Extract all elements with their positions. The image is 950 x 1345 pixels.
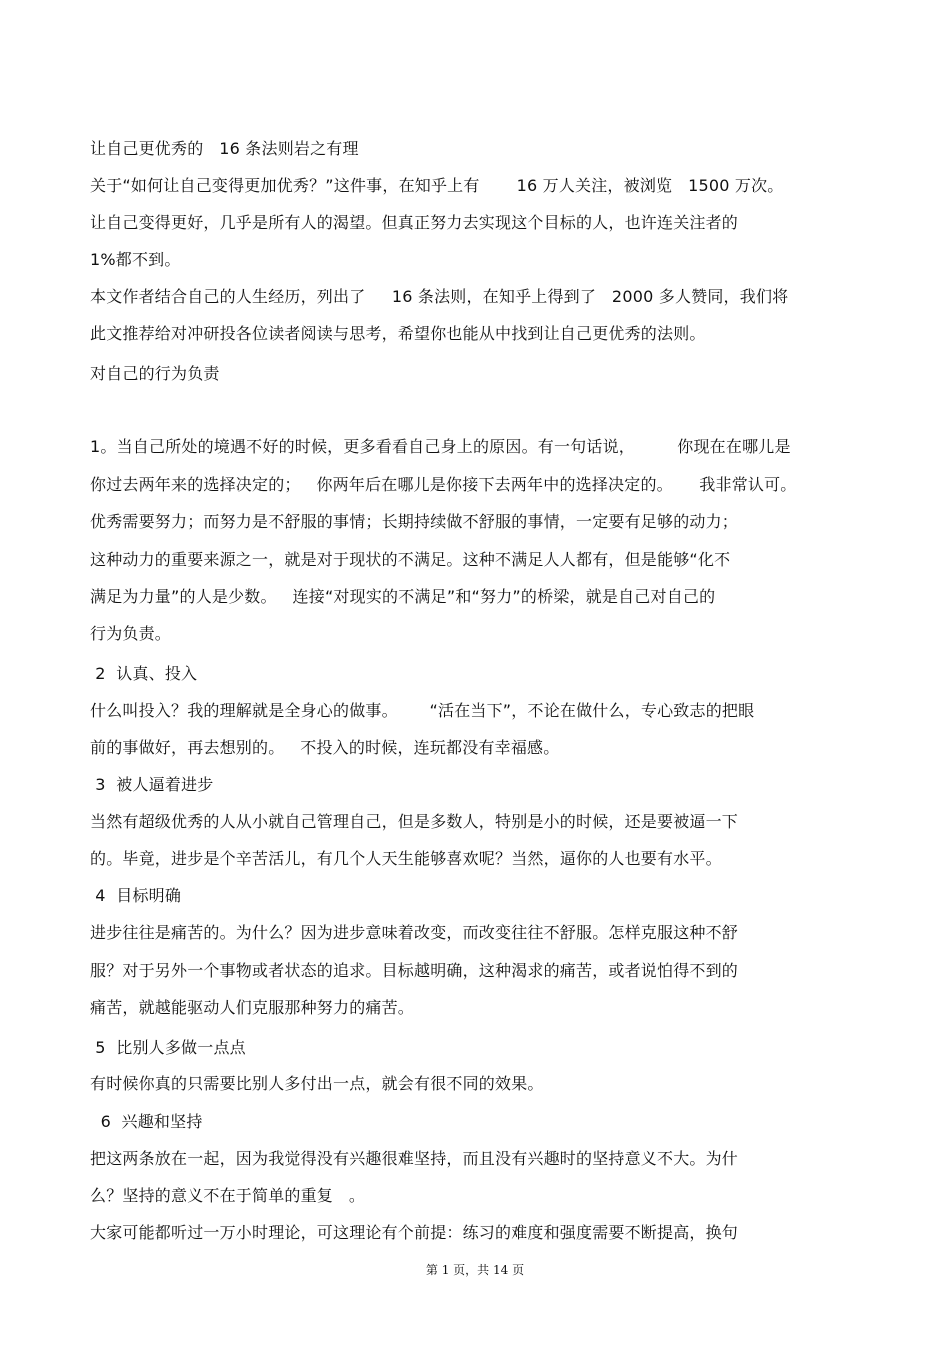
section-heading: 5 比别人多做一点点 (90, 1038, 246, 1057)
paragraph-line: 此文推荐给对冲研投各位读者阅读与思考，希望你也能从中找到让自己更优秀的法则。 (90, 324, 706, 343)
document-title: 让自己更优秀的 16 条法则岩之有理 (90, 139, 359, 158)
section-heading: 2 认真、投入 (90, 664, 198, 683)
paragraph-line: 你过去两年来的选择决定的； 你两年后在哪儿是你接下去两年中的选择决定的。 我非常认可。 (90, 475, 797, 494)
section-heading: 对自己的行为负责 (90, 364, 220, 383)
paragraph-line: 的。毕竟，进步是个辛苦活儿，有几个人天生能够喜欢呢？当然，逼你的人也要有水平。 (90, 849, 722, 868)
paragraph-line: 1。当自己所处的境遇不好的时候，更多看看自己身上的原因。有一句话说， 你现在在哪儿是 (90, 437, 791, 456)
paragraph-line: 1%都不到。 (90, 250, 181, 269)
paragraph-line: 什么叫投入？我的理解就是全身心的做事。 “活在当下”，不论在做什么，专心致志的把眼 (90, 701, 755, 720)
paragraph-line: 么？坚持的意义不在于简单的重复 。 (90, 1186, 366, 1205)
paragraph-line: 本文作者结合自己的人生经历，列出了 16 条法则，在知乎上得到了 2000 多人赞同，我们将 (90, 287, 789, 306)
section-heading: 4 目标明确 (90, 886, 182, 905)
paragraph-line: 满足为力量”的人是少数。 连接“对现实的不满足”和“努力”的桥梁，就是自己对自己的 (90, 587, 716, 606)
section-heading: 6 兴趣和坚持 (90, 1112, 203, 1131)
page-footer: 第 1 页，共 14 页 (425, 1263, 525, 1277)
paragraph-line: 当然有超级优秀的人从小就自己管理自己，但是多数人，特别是小的时候，还是要被逼一下 (90, 812, 739, 831)
paragraph-line: 关于“如何让自己变得更加优秀？”这件事，在知乎上有 16 万人关注，被浏览 1500 万次。 (90, 176, 784, 195)
paragraph-line: 有时候你真的只需要比别人多付出一点，就会有很不同的效果。 (90, 1074, 544, 1093)
paragraph-line: 让自己变得更好，几乎是所有人的渴望。但真正努力去实现这个目标的人，也许连关注者的 (90, 213, 739, 232)
paragraph-line: 前的事做好，再去想别的。 不投入的时候，连玩都没有幸福感。 (90, 738, 560, 757)
paragraph-line: 优秀需要努力；而努力是不舒服的事情；长期持续做不舒服的事情，一定要有足够的动力； (90, 512, 739, 531)
section-heading: 3 被人逼着进步 (90, 775, 214, 794)
paragraph-line: 痛苦，就越能驱动人们克服那种努力的痛苦。 (90, 998, 415, 1017)
paragraph-line: 服？对于另外一个事物或者状态的追求。目标越明确，这种渴求的痛苦，或者说怕得不到的 (90, 961, 739, 980)
paragraph-line: 把这两条放在一起，因为我觉得没有兴趣很难坚持，而且没有兴趣时的坚持意义不大。为什 (90, 1149, 739, 1168)
paragraph-line: 进步往往是痛苦的。为什么？因为进步意味着改变，而改变往往不舒服。怎样克服这种不舒 (90, 923, 739, 942)
paragraph-line: 大家可能都听过一万小时理论，可这理论有个前提：练习的难度和强度需要不断提高，换句 (90, 1223, 739, 1242)
paragraph-line: 这种动力的重要来源之一，就是对于现状的不满足。这种不满足人人都有，但是能够“化不 (90, 550, 731, 569)
paragraph-line: 行为负责。 (90, 624, 172, 643)
